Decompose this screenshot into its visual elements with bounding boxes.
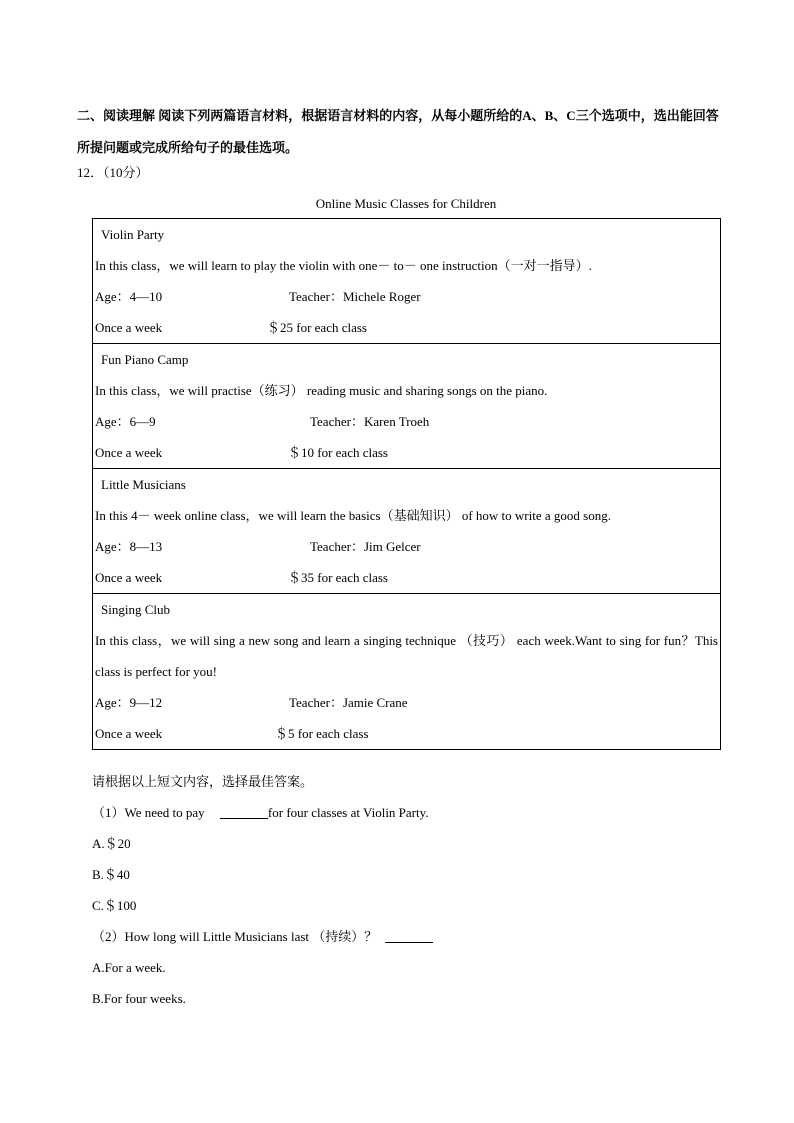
class-frequency-price-row bbox=[95, 562, 718, 593]
question-number: 12．（10分） bbox=[77, 165, 149, 180]
answer-blank-1[interactable] bbox=[220, 804, 268, 819]
class-age: Age：6—9 bbox=[95, 414, 156, 429]
questions-block bbox=[92, 766, 732, 1014]
class-name: Fun Piano Camp bbox=[101, 352, 189, 367]
class-cell-violin-party bbox=[93, 219, 720, 343]
class-teacher: Teacher：Karen Troeh bbox=[310, 414, 430, 429]
question-1-prefix: （1）We need to pay bbox=[92, 805, 205, 820]
class-frequency: Once a week bbox=[95, 320, 163, 335]
class-name: Violin Party bbox=[101, 227, 165, 242]
class-age-teacher-row bbox=[95, 531, 718, 562]
class-age: Age：4—10 bbox=[95, 289, 163, 304]
class-age-teacher-row bbox=[95, 687, 718, 718]
class-price: ＄35 for each class bbox=[288, 570, 388, 585]
question-2-prefix: （2）How long will Little Musicians last （持续）？ bbox=[92, 929, 378, 944]
classes-table bbox=[92, 218, 721, 750]
class-description: In this class，we will sing a new song and learn a singing technique （技巧） each week.Want to sing for fun？This class is perfect for you! bbox=[95, 633, 718, 679]
class-frequency: Once a week bbox=[95, 445, 163, 460]
class-frequency-price-row bbox=[95, 312, 718, 343]
answer-blank-2[interactable] bbox=[385, 928, 433, 943]
class-age: Age：9—12 bbox=[95, 695, 163, 710]
class-frequency-price-row bbox=[95, 437, 718, 468]
class-description: In this class，we will practise（练习） reading music and sharing songs on the piano. bbox=[95, 383, 548, 398]
class-frequency: Once a week bbox=[95, 570, 163, 585]
class-price: ＄5 for each class bbox=[275, 726, 369, 741]
class-description: In this 4－ week online class，we will learn the basics（基础知识） of how to write a good song. bbox=[95, 508, 611, 523]
class-teacher: Teacher：Michele Roger bbox=[289, 289, 421, 304]
instruction: 请根据以上短文内容，选择最佳答案。 bbox=[92, 774, 314, 789]
question-2 bbox=[92, 921, 732, 952]
class-teacher: Teacher：Jim Gelcer bbox=[310, 539, 421, 554]
option-2a: A.For a week. bbox=[92, 960, 166, 975]
class-cell-fun-piano-camp bbox=[93, 343, 720, 468]
section-heading: 二、阅读理解 阅读下列两篇语言材料，根据语言材料的内容，从每小题所给的A、B、C三个选项中，选出能回答所提问题或完成所给句子的最佳选项。 bbox=[77, 108, 719, 155]
passage-title: Online Music Classes for Children bbox=[315, 196, 497, 211]
class-description: In this class，we will learn to play the violin with one－ to－ one instruction（一对一指导）. bbox=[95, 258, 592, 273]
class-teacher: Teacher：Jamie Crane bbox=[289, 695, 408, 710]
option-1c: C.＄100 bbox=[92, 898, 137, 913]
class-age-teacher-row bbox=[95, 406, 718, 437]
class-frequency: Once a week bbox=[95, 726, 163, 741]
question-1-suffix: for four classes at Violin Party. bbox=[267, 805, 429, 820]
class-name: Little Musicians bbox=[101, 477, 186, 492]
class-cell-little-musicians bbox=[93, 468, 720, 593]
class-age-teacher-row bbox=[95, 281, 718, 312]
class-price: ＄25 for each class bbox=[267, 320, 367, 335]
class-frequency-price-row bbox=[95, 718, 718, 749]
option-2b: B.For four weeks. bbox=[92, 991, 186, 1006]
class-name: Singing Club bbox=[101, 602, 170, 617]
question-1 bbox=[92, 797, 732, 828]
class-price: ＄10 for each class bbox=[288, 445, 388, 460]
class-age: Age：8—13 bbox=[95, 539, 163, 554]
class-cell-singing-club bbox=[93, 593, 720, 749]
option-1a: A.＄20 bbox=[92, 836, 131, 851]
option-1b: B.＄40 bbox=[92, 867, 130, 882]
